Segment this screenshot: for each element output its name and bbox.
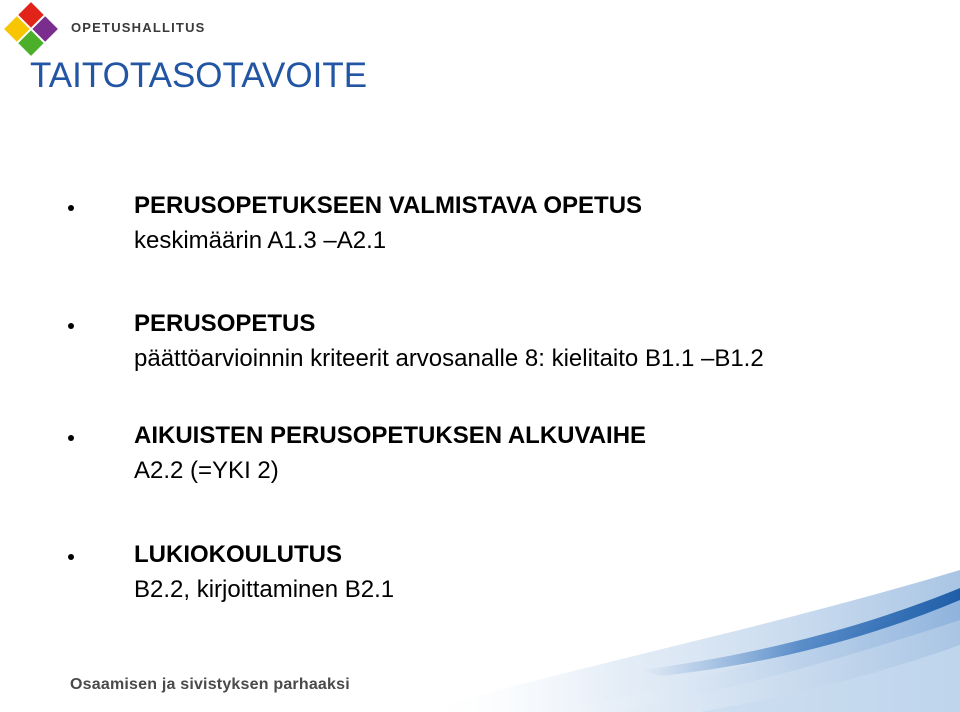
bullet-heading: LUKIOKOULUTUS <box>134 541 342 568</box>
bullet-detail: A2.2 (=YKI 2) <box>134 457 279 484</box>
bullet-icon <box>68 205 74 211</box>
slide-title: TAITOTASOTAVOITE <box>30 56 368 95</box>
bullet-icon <box>68 435 74 441</box>
bullet-detail: päättöarvioinnin kriteerit arvosanalle 8: kielitaito B1.1 –B1.2 <box>134 345 764 372</box>
bullet-detail: B2.2, kirjoittaminen B2.1 <box>134 576 395 603</box>
footer-slogan: Osaamisen ja sivistyksen parhaaksi <box>70 676 350 693</box>
bullet-detail: keskimäärin A1.3 –A2.1 <box>134 227 387 254</box>
brand-name: OPETUSHALLITUS <box>71 20 206 35</box>
bullet-heading: PERUSOPETUKSEEN VALMISTAVA OPETUS <box>134 192 643 219</box>
diamond-logo-icon <box>0 0 62 60</box>
bullet-heading: PERUSOPETUS <box>134 310 316 337</box>
bullet-heading: AIKUISTEN PERUSOPETUKSEN ALKUVAIHE <box>134 422 647 449</box>
bullet-icon <box>68 323 74 329</box>
opetushallitus-logo <box>0 0 206 60</box>
